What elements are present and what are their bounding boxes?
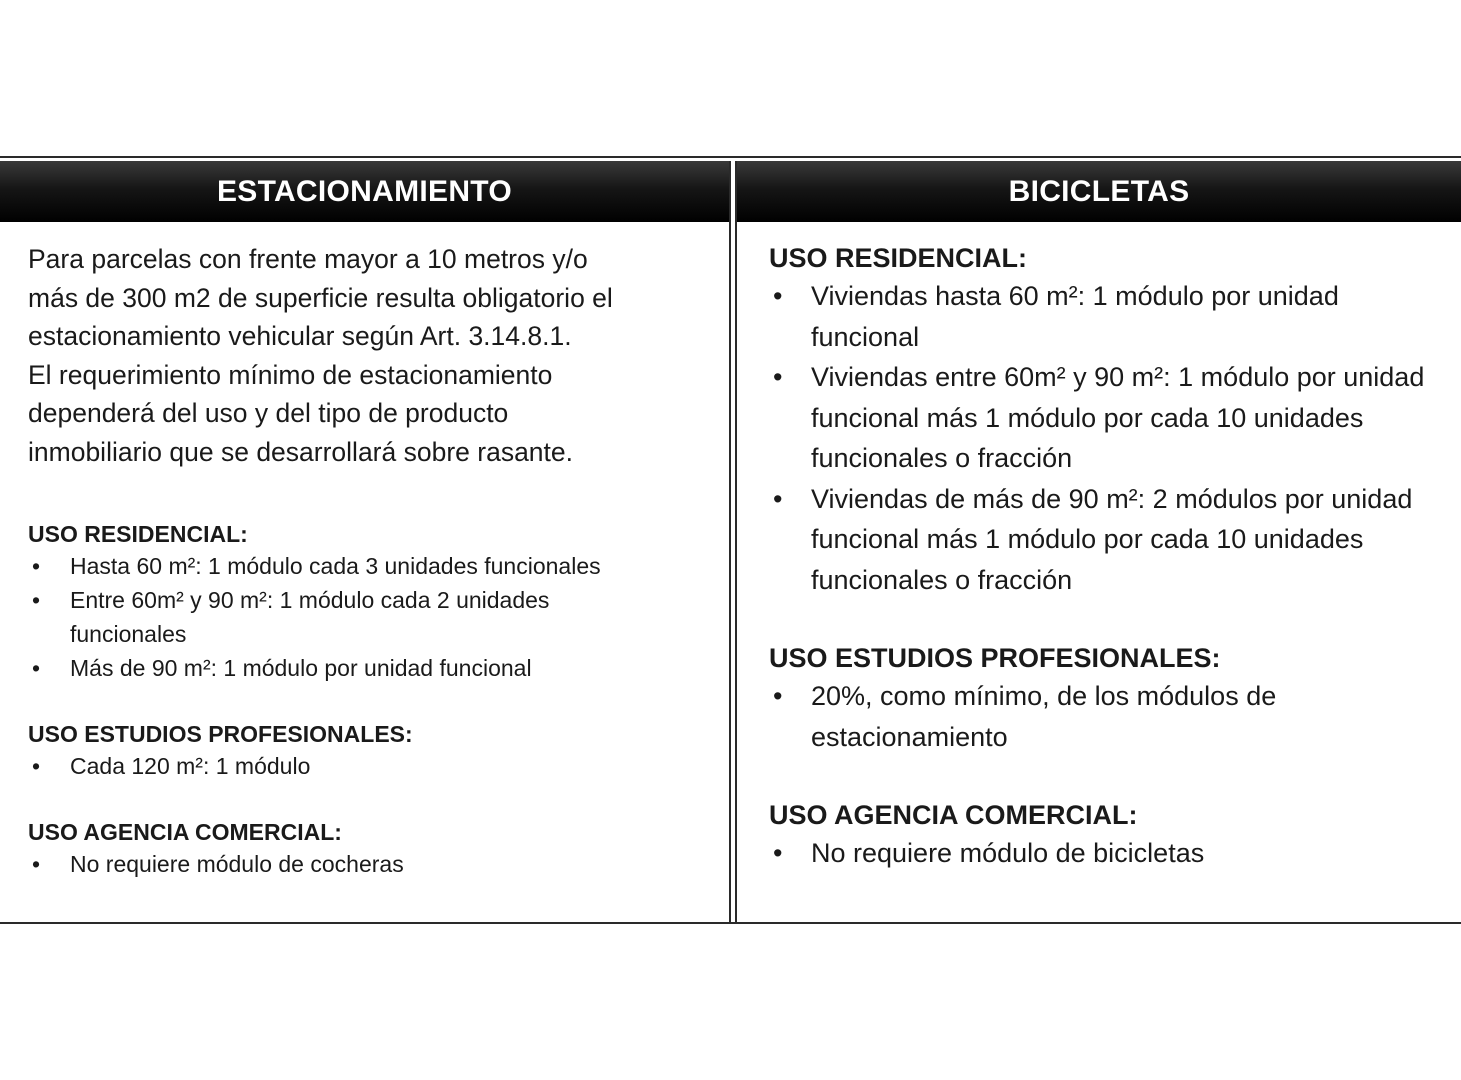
list-item: • Viviendas hasta 60 m²: 1 módulo por unidad funcional (769, 276, 1431, 357)
right-residencial-title: USO RESIDENCIAL: (769, 243, 1028, 273)
list-item: • Viviendas de más de 90 m²: 2 módulos por unidad funcional más 1 módulo por cada 10 unidades funcionales o fracción (769, 479, 1431, 601)
estacionamiento-intro (28, 240, 718, 471)
left-residencial-title: USO RESIDENCIAL: (28, 521, 248, 547)
estacionamiento-column (0, 161, 731, 922)
intro-line: inmobiliario que se desarrollará sobre rasante. (28, 436, 574, 467)
list-item: • 20%, como mínimo, de los módulos de estacionamiento (769, 676, 1371, 757)
left-estudios-list (28, 749, 729, 783)
estacionamiento-body (0, 222, 729, 922)
right-agencia-title: USO AGENCIA COMERCIAL: (769, 800, 1138, 830)
bicicletas-column (735, 161, 1461, 922)
list-item: • No requiere módulo de cocheras (28, 847, 729, 881)
bicicletas-body (737, 222, 1461, 922)
right-agencia-list (769, 833, 1461, 874)
list-item: • Más de 90 m²: 1 módulo por unidad funcional (28, 651, 729, 685)
intro-line: más de 300 m2 de superficie resulta obligatorio el (28, 282, 613, 313)
right-residencial-list (769, 276, 1461, 600)
left-residencial-list (28, 549, 729, 685)
intro-line: estacionamiento vehicular según Art. 3.14.8.1. (28, 321, 572, 351)
left-agencia-list (28, 847, 729, 881)
intro-line: Para parcelas con frente mayor a 10 metros y/o (28, 244, 588, 274)
left-agencia-title: USO AGENCIA COMERCIAL: (28, 819, 342, 845)
list-item: • Hasta 60 m²: 1 módulo cada 3 unidades funcionales (28, 549, 729, 583)
intro-line: dependerá del uso y del tipo de producto (28, 398, 509, 428)
bicicletas-header: BICICLETAS (737, 161, 1461, 222)
right-estudios-list (769, 676, 1461, 757)
right-estudios-title: USO ESTUDIOS PROFESIONALES: (769, 643, 1221, 673)
list-item: • No requiere módulo de bicicletas (769, 833, 1431, 874)
estacionamiento-header: ESTACIONAMIENTO (0, 161, 729, 222)
left-estudios-title: USO ESTUDIOS PROFESIONALES: (28, 721, 413, 747)
comparison-table (0, 156, 1461, 924)
intro-line: El requerimiento mínimo de estacionamiento (28, 359, 553, 390)
list-item: • Cada 120 m²: 1 módulo (28, 749, 729, 783)
list-item: • Entre 60m² y 90 m²: 1 módulo cada 2 unidades funcionales (28, 583, 630, 651)
list-item: • Viviendas entre 60m² y 90 m²: 1 módulo por unidad funcional más 1 módulo por cada 10 unidades funcionales o fracción (769, 357, 1431, 479)
